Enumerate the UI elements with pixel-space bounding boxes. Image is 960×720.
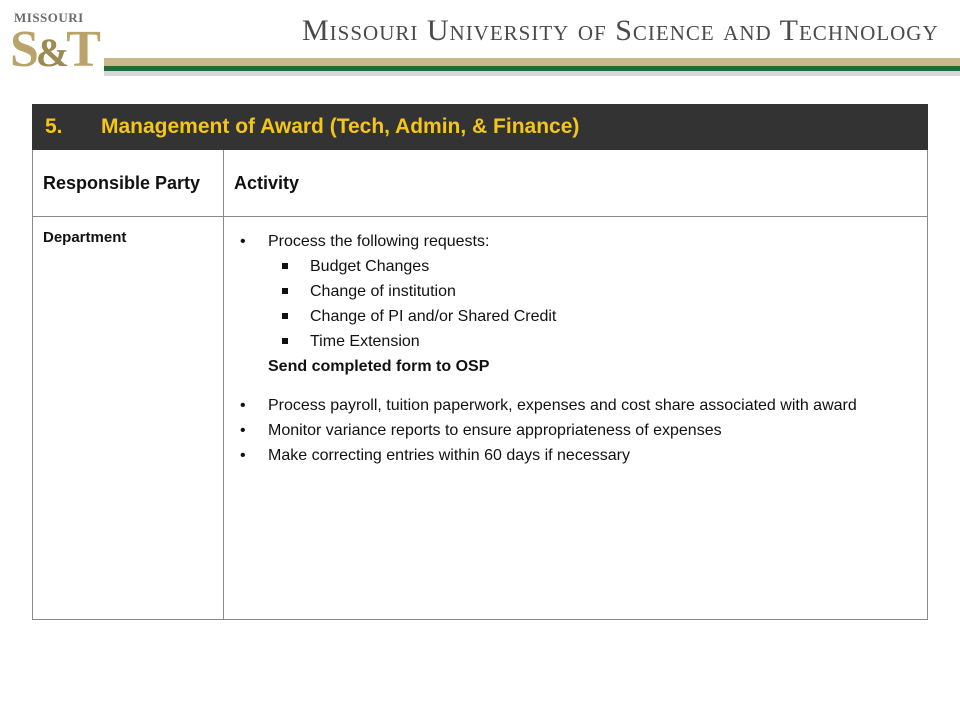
list-item: Change of PI and/or Shared Credit (268, 304, 917, 329)
logo-t: T (66, 21, 98, 78)
table-row (33, 217, 928, 620)
section-number: 5. (45, 115, 63, 138)
logo-s: S (10, 21, 36, 78)
section-header-row (33, 105, 928, 150)
col-header-responsible-party: Responsible Party (33, 150, 224, 217)
logo-st-mark (10, 22, 98, 81)
responsibility-table (32, 104, 928, 620)
gold-rule (104, 58, 960, 66)
list-item: • Make correcting entries within 60 days if necessary (234, 443, 917, 468)
column-header-row (33, 150, 928, 217)
logo-amp: & (35, 30, 67, 75)
logo-missouri-text: MISSOURI (14, 10, 84, 25)
gray-rule (104, 71, 960, 76)
list-item: • Process payroll, tuition paperwork, expenses and cost share associated with award (234, 393, 917, 418)
request-sublist (268, 254, 917, 354)
section-title: Management of Award (Tech, Admin, & Finance) (101, 115, 580, 138)
activity-list (234, 229, 917, 468)
send-note: Send completed form to OSP (268, 358, 490, 375)
list-item: Budget Changes (268, 254, 917, 279)
university-logo (8, 6, 100, 78)
list-item: Time Extension (268, 329, 917, 354)
list-item: Change of institution (268, 279, 917, 304)
list-item: • Monitor variance reports to ensure appropriateness of expenses (234, 418, 917, 443)
col-header-activity: Activity (224, 150, 928, 217)
section-header (33, 105, 928, 150)
list-item (234, 229, 917, 379)
university-name: Missouri University of Science and Technology (302, 14, 939, 47)
activity-cell (224, 217, 928, 620)
responsible-party-cell: Department (33, 217, 224, 620)
activity-item-requests: Process the following requests: (268, 233, 490, 250)
